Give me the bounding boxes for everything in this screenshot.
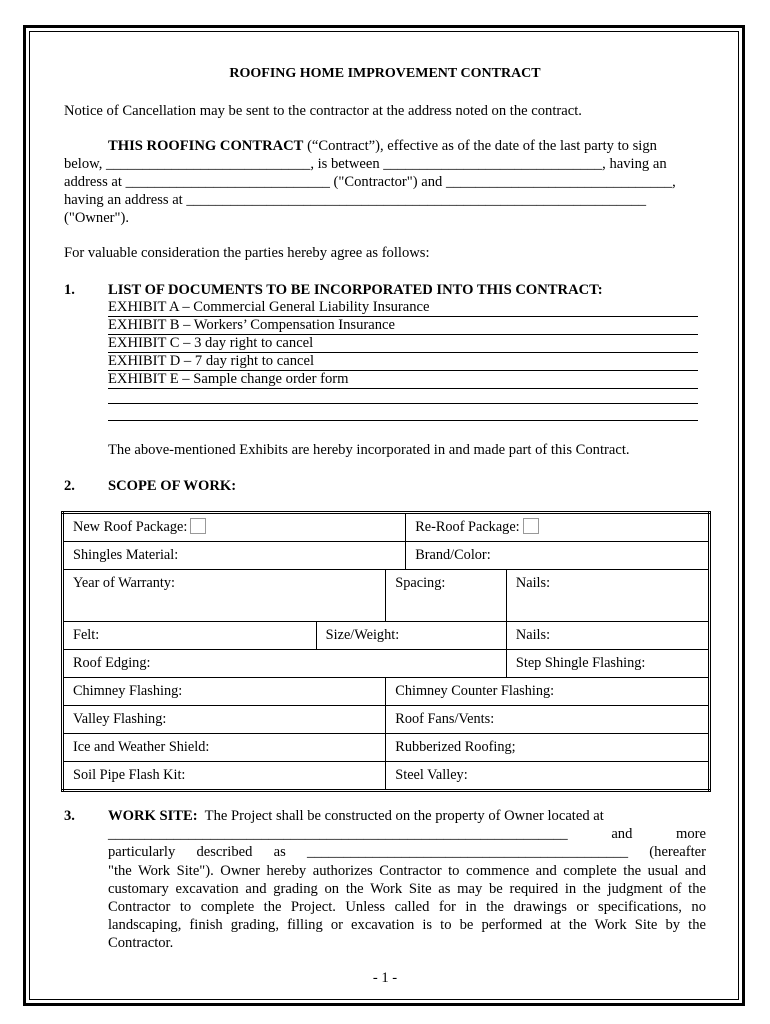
valley-flashing-cell[interactable] bbox=[63, 706, 386, 734]
warranty-cell[interactable] bbox=[63, 570, 386, 622]
step-shingle-cell[interactable] bbox=[506, 650, 709, 678]
brand-label: Brand/Color: bbox=[415, 547, 491, 563]
re-roof-cell bbox=[406, 513, 710, 542]
intro-line-5: ("Owner"). bbox=[64, 210, 129, 226]
scope-of-work-table bbox=[61, 511, 711, 792]
section-3-body: "the Work Site"). Owner hereby authorizes Contractor to commence and complete the usual and customary excavation and grading on the Work Site as may be required in the judgment of the Contractor to complete the Project. Unless called for in the drawings or specifications, no landscaping, finish grading, filling or excavation is to be performed at the Work Site by the Contractor. bbox=[108, 863, 706, 951]
cancellation-notice: Notice of Cancellation may be sent to the contractor at the address noted on the contract. bbox=[64, 103, 582, 119]
intro-line-1 bbox=[108, 138, 657, 155]
section-2-number: 2. bbox=[64, 478, 75, 494]
step-shingle-label: Step Shingle Flashing: bbox=[515, 655, 646, 671]
section-3-number: 3. bbox=[64, 808, 75, 824]
size-weight-label: Size/Weight: bbox=[325, 627, 400, 643]
exhibit-line bbox=[108, 335, 698, 353]
new-roof-cell bbox=[63, 513, 406, 542]
nails-cell-2[interactable] bbox=[506, 622, 709, 650]
felt-cell[interactable] bbox=[63, 622, 317, 650]
chimney-flashing-label: Chimney Flashing: bbox=[73, 683, 183, 699]
spacing-label: Spacing: bbox=[395, 575, 446, 591]
section-3-heading: WORK SITE: bbox=[108, 808, 198, 824]
roof-edging-cell[interactable] bbox=[63, 650, 507, 678]
exhibits-note: The above-mentioned Exhibits are hereby incorporated in and made part of this Contract. bbox=[108, 442, 630, 458]
exhibit-line bbox=[108, 317, 698, 335]
exhibit-label: EXHIBIT A – Commercial General Liability Insurance bbox=[108, 299, 430, 315]
exhibit-label: EXHIBIT B – Workers’ Compensation Insurance bbox=[108, 317, 395, 333]
ice-shield-label: Ice and Weather Shield: bbox=[73, 739, 210, 755]
blank-exhibit-line bbox=[108, 402, 698, 404]
warranty-label: Year of Warranty: bbox=[73, 575, 175, 591]
exhibit-label: EXHIBIT C – 3 day right to cancel bbox=[108, 335, 314, 351]
steel-valley-label: Steel Valley: bbox=[395, 767, 468, 783]
size-weight-cell[interactable] bbox=[316, 622, 506, 650]
shingles-cell[interactable] bbox=[63, 542, 406, 570]
chimney-flashing-cell[interactable] bbox=[63, 678, 386, 706]
roof-fans-label: Roof Fans/Vents: bbox=[395, 711, 495, 727]
rubberized-cell[interactable] bbox=[386, 734, 710, 762]
re-roof-label: Re-Roof Package: bbox=[415, 519, 520, 535]
nails-label-2: Nails: bbox=[515, 627, 551, 643]
rubberized-label: Rubberized Roofing; bbox=[395, 739, 516, 755]
exhibit-label: EXHIBIT D – 7 day right to cancel bbox=[108, 353, 315, 369]
intro-line-1-rest: (“Contract”), effective as of the date of the last party to sign bbox=[303, 138, 657, 154]
chimney-counter-label: Chimney Counter Flashing: bbox=[395, 683, 555, 699]
re-roof-checkbox[interactable] bbox=[523, 518, 539, 534]
nails-label: Nails: bbox=[515, 575, 551, 591]
ice-shield-cell[interactable] bbox=[63, 734, 386, 762]
section-2-heading: SCOPE OF WORK: bbox=[108, 478, 237, 494]
felt-label: Felt: bbox=[73, 627, 100, 643]
roof-edging-label: Roof Edging: bbox=[73, 655, 151, 671]
intro-line-4: having an address at _______________________________________________________________ bbox=[64, 192, 647, 208]
exhibit-line bbox=[108, 353, 698, 371]
exhibit-label: EXHIBIT E – Sample change order form bbox=[108, 371, 349, 387]
section-1-number: 1. bbox=[64, 282, 75, 298]
exhibit-line bbox=[108, 371, 698, 389]
chimney-counter-cell[interactable] bbox=[386, 678, 710, 706]
nails-cell[interactable] bbox=[506, 570, 709, 622]
brand-cell[interactable] bbox=[406, 542, 710, 570]
blank-exhibit-line bbox=[108, 419, 698, 421]
roof-fans-cell[interactable] bbox=[386, 706, 710, 734]
consideration-text: For valuable consideration the parties hereby agree as follows: bbox=[64, 245, 430, 261]
section-3-line-1-rest: The Project shall be constructed on the property of Owner located at bbox=[204, 808, 604, 824]
section-3-line-2: _______________________________________________________________ and more bbox=[108, 826, 706, 842]
valley-flashing-label: Valley Flashing: bbox=[73, 711, 167, 727]
shingles-label: Shingles Material: bbox=[73, 547, 179, 563]
spacing-cell[interactable] bbox=[386, 570, 507, 622]
document-title: ROOFING HOME IMPROVEMENT CONTRACT bbox=[229, 66, 541, 81]
soil-pipe-label: Soil Pipe Flash Kit: bbox=[73, 767, 186, 783]
section-3-line-3: particularly described as ____________________________________________ (hereafter bbox=[108, 844, 706, 860]
section-3-line-1 bbox=[108, 808, 604, 825]
page-number: - 1 - bbox=[372, 970, 398, 986]
new-roof-checkbox[interactable] bbox=[190, 518, 206, 534]
exhibit-line bbox=[108, 299, 698, 317]
intro-line-3: address at ____________________________ ("Contractor") and _______________________________, bbox=[64, 174, 676, 190]
soil-pipe-cell[interactable] bbox=[63, 762, 386, 791]
intro-line-2: below, ____________________________, is between ______________________________, having an bbox=[64, 156, 667, 172]
intro-lead: THIS ROOFING CONTRACT bbox=[108, 138, 304, 154]
section-1-heading: LIST OF DOCUMENTS TO BE INCORPORATED INTO THIS CONTRACT: bbox=[108, 282, 603, 298]
steel-valley-cell[interactable] bbox=[386, 762, 710, 791]
new-roof-label: New Roof Package: bbox=[73, 519, 188, 535]
